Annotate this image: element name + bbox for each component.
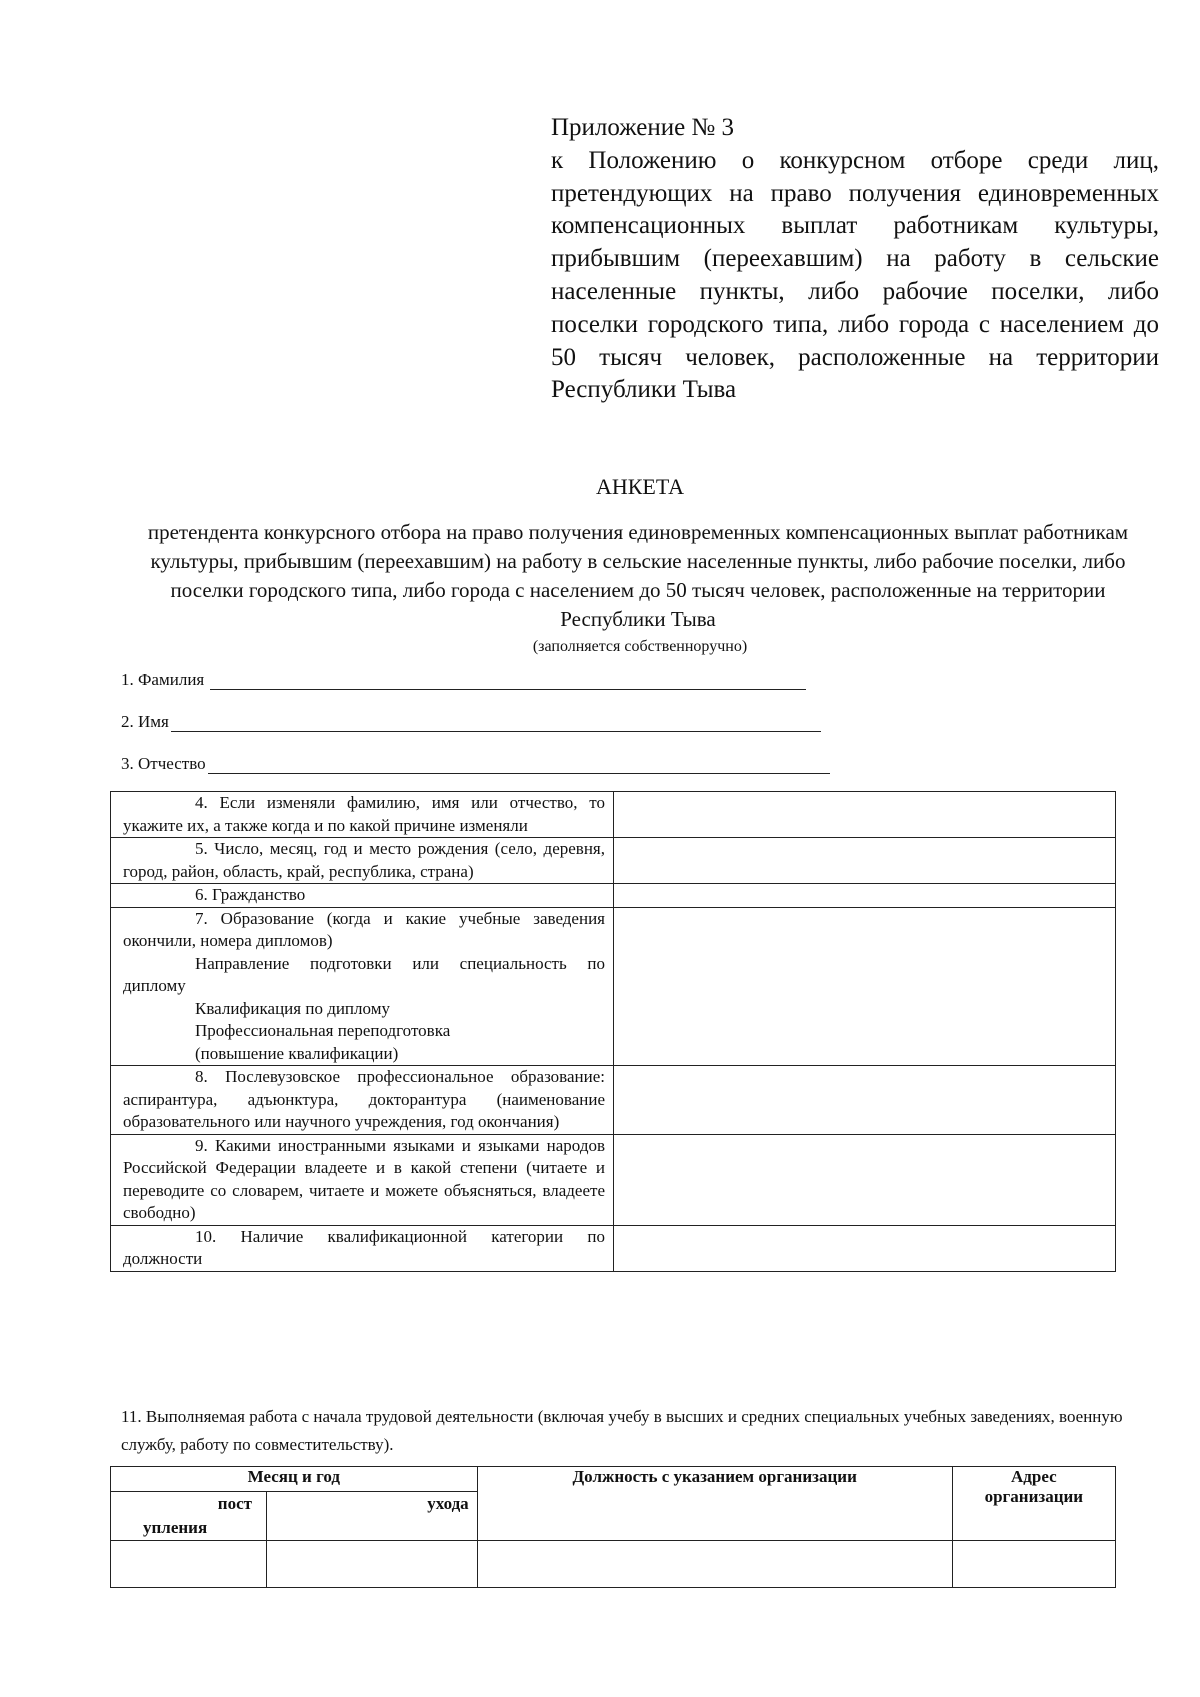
entry-date-cell[interactable] xyxy=(111,1541,267,1588)
question-5: 5. Число, месяц, год и место рождения (село, деревня, город, район, область, край, республика, страна) xyxy=(123,839,605,881)
section-11-text: 11. Выполняемая работа с начала трудовой деятельности (включая учебу в высших и средних специальных учебных заведениях, военную службу, работу по совместительству). xyxy=(121,1407,1123,1454)
position-cell[interactable] xyxy=(477,1541,952,1588)
answer-cell-6[interactable] xyxy=(614,884,1116,908)
name-field[interactable] xyxy=(121,712,821,732)
answer-cell-4[interactable] xyxy=(614,792,1116,838)
patronymic-line[interactable] xyxy=(208,755,830,774)
question-4: 4. Если изменяли фамилию, имя или отчество, то укажите их, а также когда и по какой причине изменяли xyxy=(123,793,605,835)
form-hint: (заполняется собственноручно) xyxy=(532,638,748,655)
question-cell xyxy=(111,838,614,884)
question-7-retraining-note: (повышение квалификации) xyxy=(195,1043,399,1063)
question-cell xyxy=(111,1225,614,1271)
table-row xyxy=(111,838,1116,884)
question-7-qualification: Квалификация по диплому xyxy=(195,998,390,1018)
position-header: Должность с указанием организации xyxy=(477,1467,952,1541)
table-row xyxy=(111,907,1116,1066)
surname-field[interactable] xyxy=(121,670,806,690)
entry-header-part1: пост xyxy=(217,1494,252,1513)
surname-label: 1. Фамилия xyxy=(121,670,205,689)
address-header-line1: Адрес xyxy=(1011,1467,1057,1486)
table-row xyxy=(111,1225,1116,1271)
answer-cell-7[interactable] xyxy=(614,907,1116,1066)
leave-date-cell[interactable] xyxy=(267,1541,478,1588)
answer-cell-8[interactable] xyxy=(614,1066,1116,1135)
month-year-header: Месяц и год xyxy=(111,1467,478,1492)
question-9: 9. Какими иностранными языками и языками народов Российской Федерации владеете и в какой степени (читаете и переводите со словарем, читаете и можете объясняться, владеете свободно) xyxy=(123,1135,605,1222)
form-title: АНКЕТА xyxy=(595,474,685,499)
question-cell xyxy=(111,1066,614,1135)
question-8: 8. Послевузовское профессиональное образование: аспирантура, адъюнктура, докторантура (наименование образовательного или научного учреждения, год окончания) xyxy=(123,1067,605,1131)
question-6: 6. Гражданство xyxy=(195,885,306,904)
answer-cell-5[interactable] xyxy=(614,838,1116,884)
question-cell xyxy=(111,792,614,838)
question-10: 10. Наличие квалификационной категории по должности xyxy=(123,1226,605,1268)
table-row xyxy=(111,792,1116,838)
question-cell xyxy=(111,1134,614,1225)
table-row xyxy=(111,1467,1116,1492)
table-row xyxy=(111,1541,1116,1588)
question-7: 7. Образование (когда и какие учебные заведения окончили, номера дипломов) xyxy=(123,908,605,950)
answer-cell-9[interactable] xyxy=(614,1134,1116,1225)
surname-line[interactable] xyxy=(210,671,806,690)
address-header-line2: организации xyxy=(984,1487,1084,1506)
entry-date-header xyxy=(111,1492,267,1541)
leave-date-header: ухода xyxy=(267,1492,478,1541)
form-subtitle: претендента конкурсного отбора на право получения единовременных компенсационных выплат работникам культуры, прибывшим (переехавшим) на работу в сельские населенные пункты, либо рабочие поселки, либо поселки городского типа, либо города с населением до 50 тысяч человек, расположенные на территории Республики Тыва xyxy=(147,520,1129,631)
table-row xyxy=(111,1066,1116,1135)
address-cell[interactable] xyxy=(952,1541,1115,1588)
question-cell xyxy=(111,907,614,1066)
appendix-text: к Положению о конкурсном отборе среди лиц, претендующих на право получения единовременных компенсационных выплат работникам культуры, прибывшим (переехавшим) на работу в сельские населенные пункты, либо рабочие поселки, либо поселки городского типа, либо города с населением до 50 тысяч человек, расположенные на территории Республики Тыва xyxy=(551,146,1159,404)
name-line[interactable] xyxy=(171,713,821,732)
table-row xyxy=(111,1134,1116,1225)
address-header xyxy=(952,1467,1115,1541)
question-7-retraining: Профессиональная переподготовка xyxy=(195,1021,451,1040)
questionnaire-table xyxy=(110,791,1116,1272)
question-7-direction: Направление подготовки или специальность по диплому xyxy=(123,953,605,995)
appendix-block xyxy=(551,112,1159,407)
table-row xyxy=(111,884,1116,908)
question-cell xyxy=(111,884,614,908)
work-history-table xyxy=(110,1466,1116,1588)
entry-header-part2: упления xyxy=(143,1518,208,1537)
patronymic-label: 3. Отчество xyxy=(121,754,206,773)
patronymic-field[interactable] xyxy=(121,754,830,774)
appendix-title: Приложение № 3 xyxy=(551,114,735,141)
answer-cell-10[interactable] xyxy=(614,1225,1116,1271)
name-label: 2. Имя xyxy=(121,712,169,731)
